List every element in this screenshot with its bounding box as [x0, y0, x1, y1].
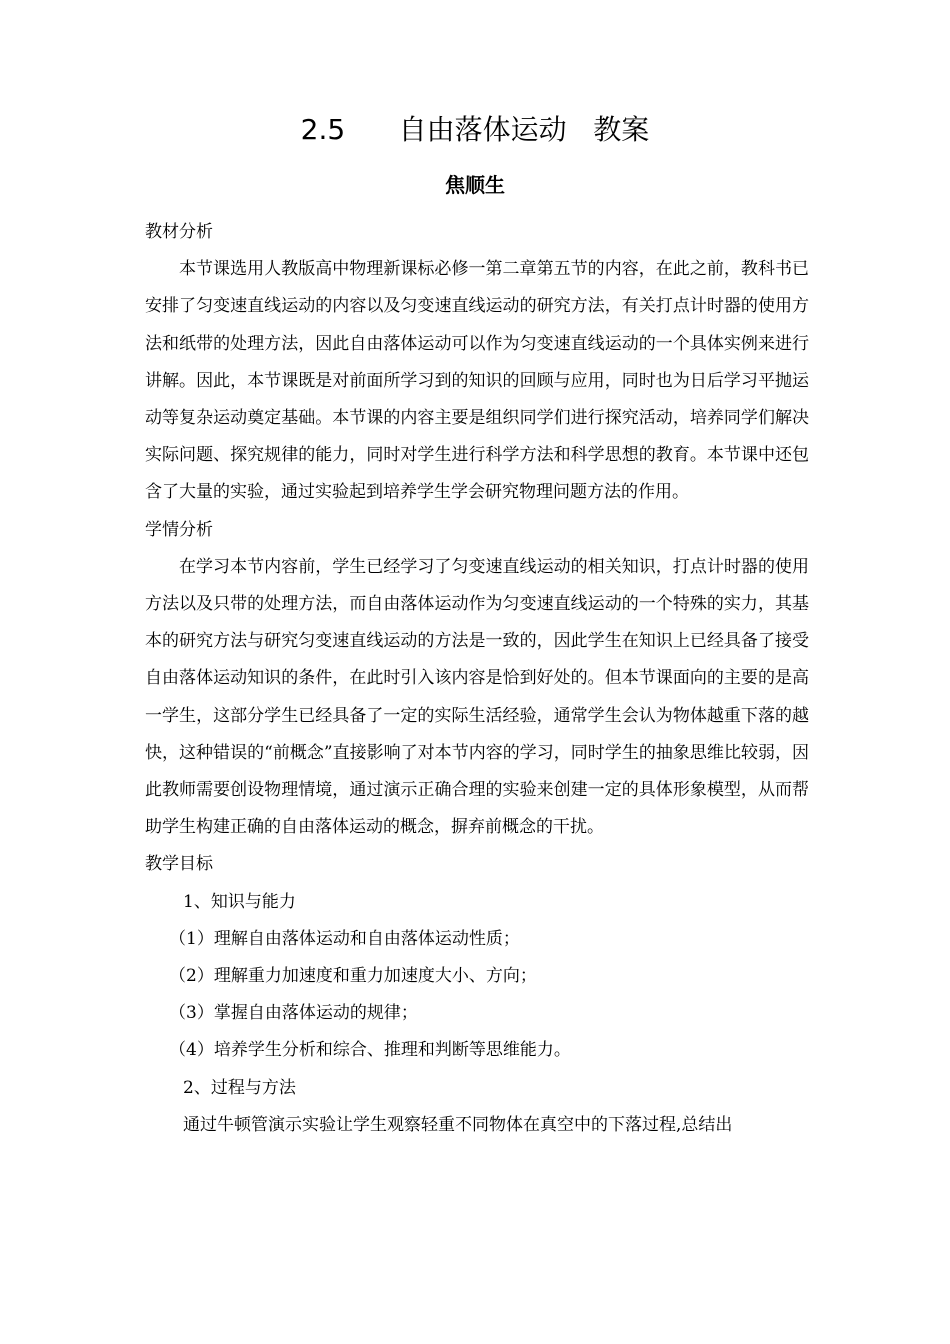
section-heading-student-analysis: 学情分析	[145, 519, 213, 540]
material-analysis-paragraph: 本节课选用人教版高中物理新课标必修一第二章第五节的内容，在此之前，教科书已安排了匀变速直线运动的内容以及匀变速直线运动的研究方法，有关打点计时器的使用方法和纸带的处理方法，因此自由落体运动可以作为匀变速直线运动的一个具体实例来进行讲解。因此，本节课既是对前面所学习到的知识的回顾与应用，同时也为日后学习平抛运动等复杂运动奠定基础。本节课的内容主要是组织同学们进行探究活动，培养同学们解决实际问题、探究规律的能力，同时对学生进行科学方法和科学思想的教育。本节课中还包含了大量的实验，通过实验起到培养学生学会研究物理问题方法的作用。	[145, 259, 809, 503]
list-item: （1）理解自由落体运动和自由落体运动性质；	[169, 928, 520, 949]
list-item: （2）理解重力加速度和重力加速度大小、方向；	[169, 966, 537, 987]
list-item: （3）掌握自由落体运动的规律；	[169, 1003, 418, 1024]
subheading-process-method: 2、过程与方法	[183, 1077, 296, 1098]
subheading-knowledge-ability: 1、知识与能力	[183, 891, 296, 912]
process-method-paragraph: 通过牛顿管演示实验让学生观察轻重不同物体在真空中的下落过程,总结出	[183, 1114, 733, 1135]
list-item: （4）培养学生分析和综合、推理和判断等思维能力。	[169, 1040, 571, 1061]
document-author: 焦顺生	[445, 173, 505, 197]
section-heading-teaching-goals: 教学目标	[145, 854, 213, 875]
student-analysis-paragraph: 在学习本节内容前，学生已经学习了匀变速直线运动的相关知识，打点计时器的使用方法以及只带的处理方法，而自由落体运动作为匀变速直线运动的一个特殊的实力，其基本的研究方法与研究匀变速直线运动的方法是一致的，因此学生在知识上已经具备了接受自由落体运动知识的条件，在此时引入该内容是恰到好处的。但本节课面向的主要的是高一学生，这部分学生已经具备了一定的实际生活经验，通常学生会认为物体越重下落的越快，这种错误的“前概念”直接影响了对本节内容的学习，同时学生的抽象思维比较弱，因此教师需要创设物理情境，通过演示正确合理的实验来创建一定的具体形象模型，从而帮助学生构建正确的自由落体运动的概念，摒弃前概念的干扰。	[145, 556, 809, 838]
document-title: 2.5 自由落体运动 教案	[300, 113, 650, 146]
section-heading-material-analysis: 教材分析	[145, 222, 213, 242]
document-body	[145, 214, 809, 1144]
